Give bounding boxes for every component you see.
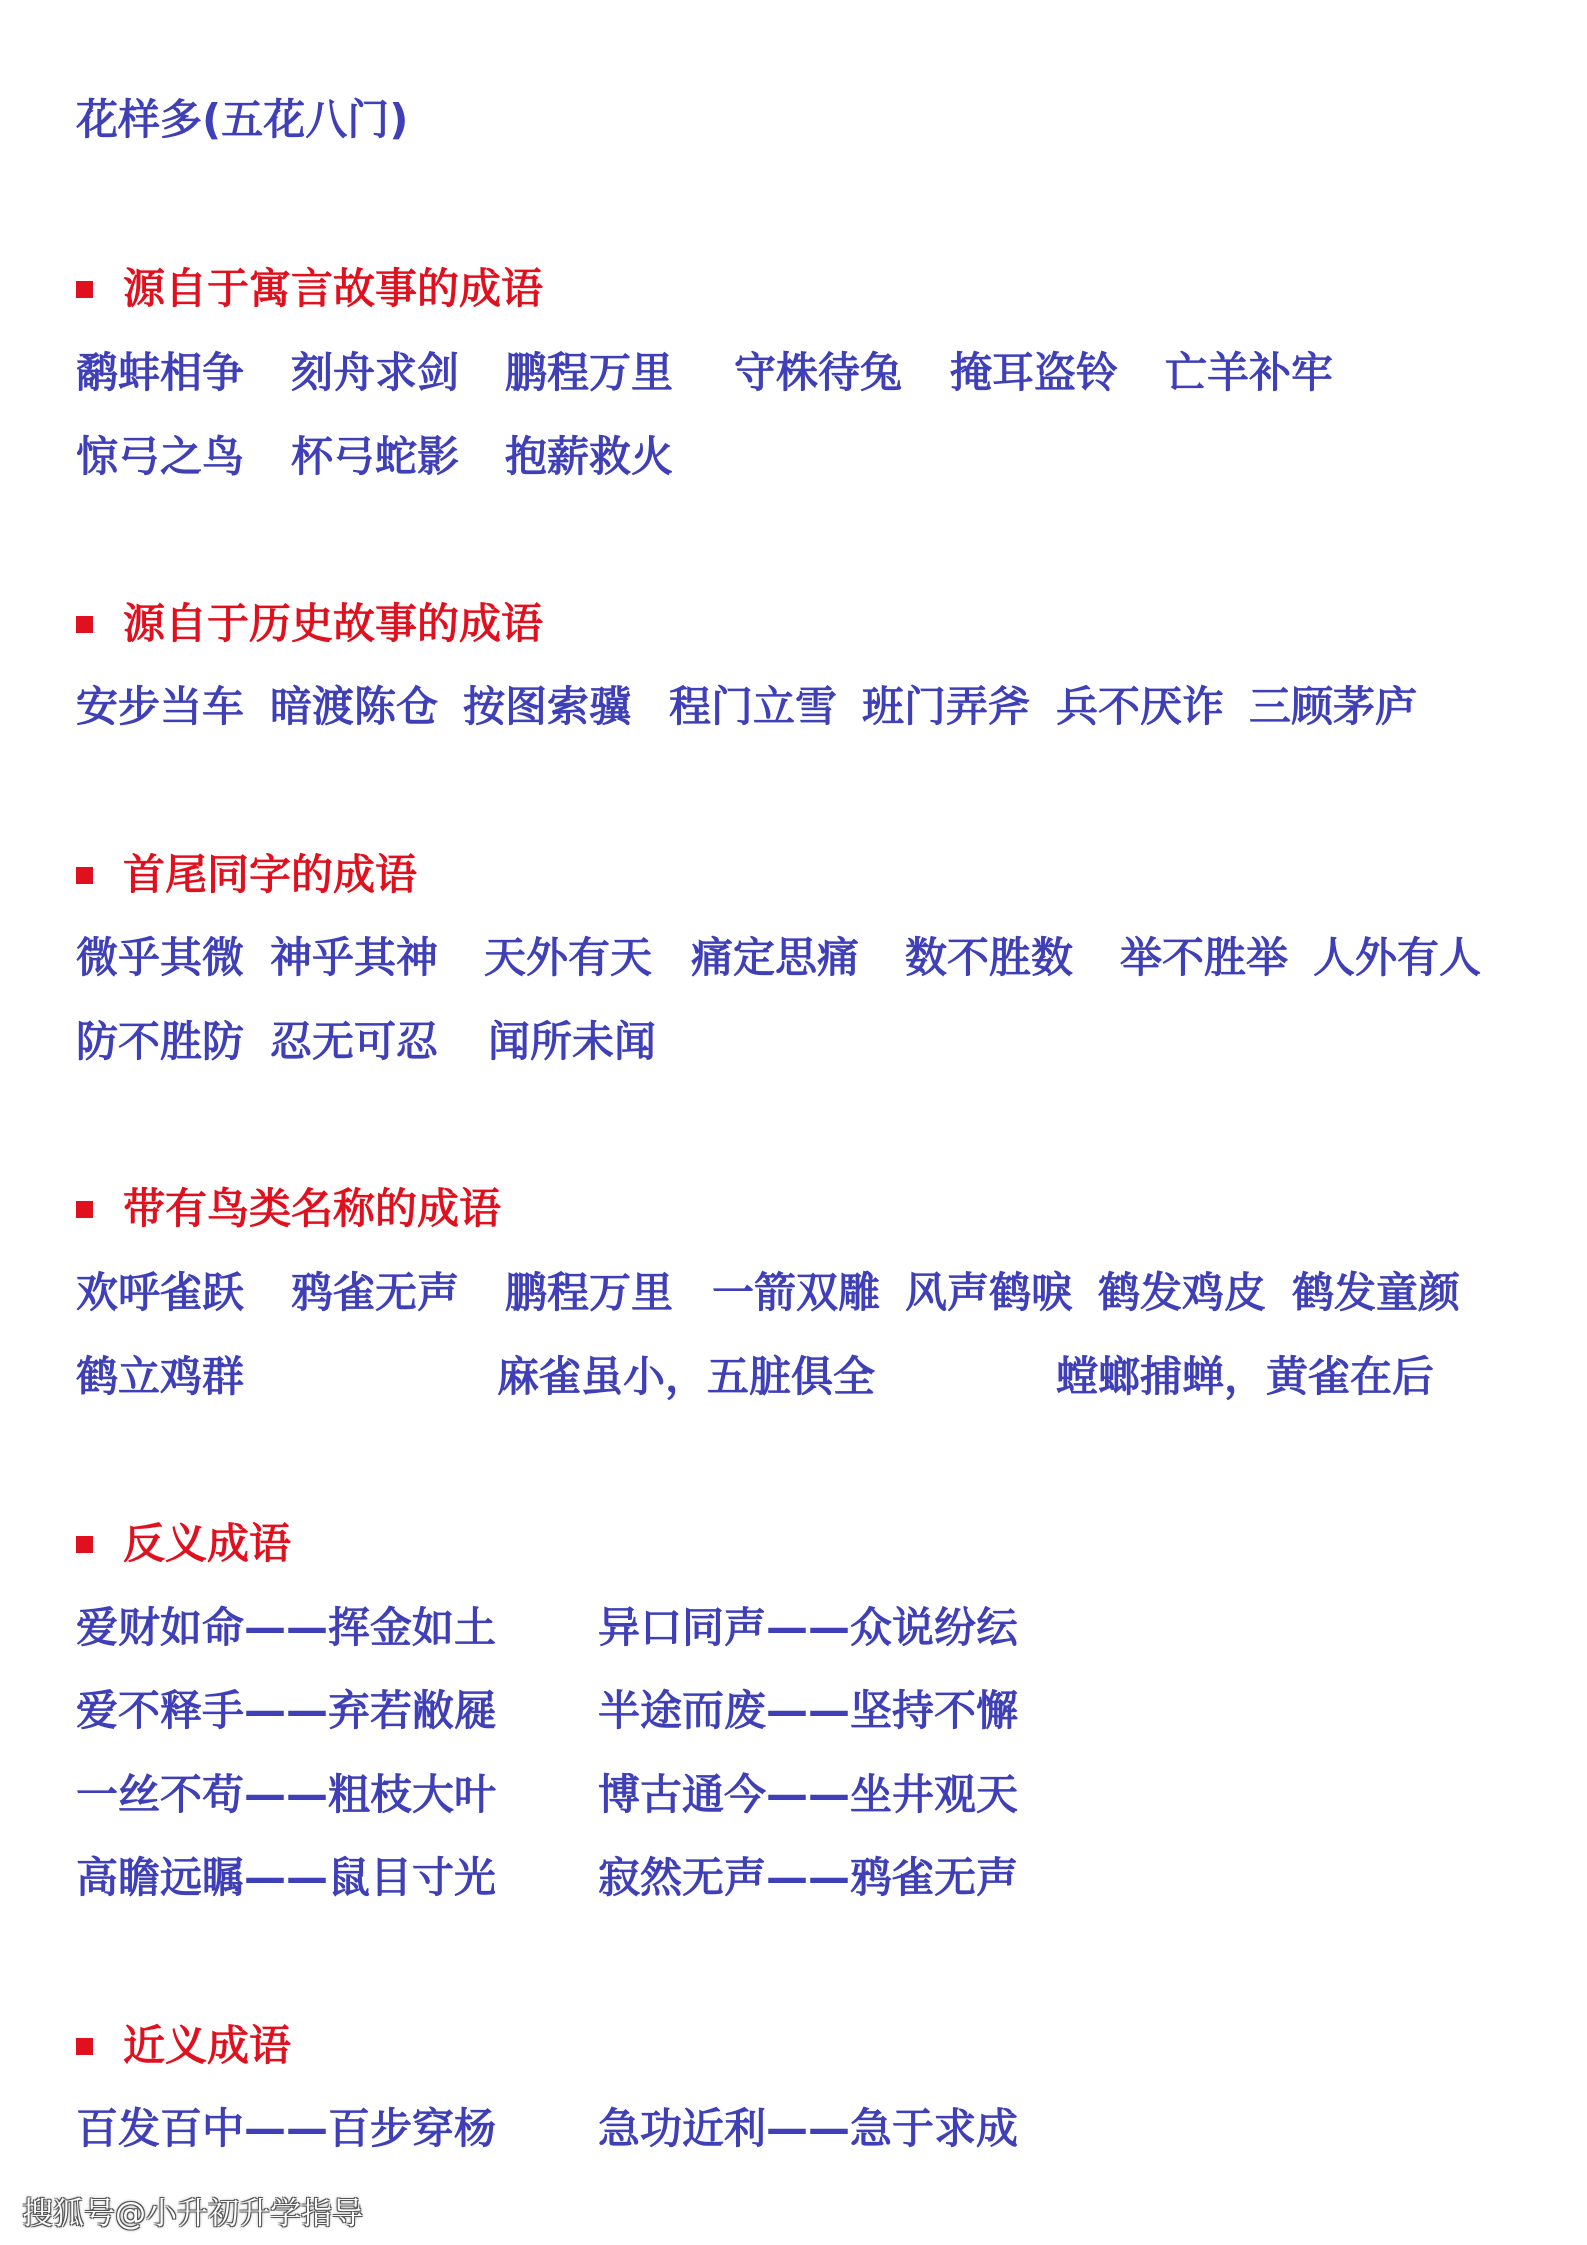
- idiom-item: 麻雀虽小，五脏俱全: [497, 1352, 876, 1401]
- idiom-item: 欢呼雀跃: [76, 1268, 245, 1317]
- idiom-item: 鹤立鸡群: [76, 1352, 245, 1401]
- square-bullet-icon: [76, 2038, 93, 2055]
- idiom-pair: 百发百中——百步穿杨: [76, 2104, 497, 2153]
- idiom-item: 抱薪救火: [505, 432, 674, 481]
- section-heading-label: 源自于寓言故事的成语: [123, 264, 544, 313]
- idiom-item: 刻舟求剑: [291, 348, 460, 397]
- idiom-item: 闻所未闻: [488, 1017, 657, 1066]
- square-bullet-icon: [76, 867, 93, 884]
- square-bullet-icon: [76, 281, 93, 298]
- idiom-item: 兵不厌诈: [1056, 682, 1225, 731]
- section-heading-birds: [76, 1177, 501, 1241]
- section-heading-label: 带有鸟类名称的成语: [123, 1184, 502, 1233]
- page-title: 花样多(五花八门): [76, 95, 409, 144]
- idiom-item: 数不胜数: [905, 933, 1074, 982]
- idiom-pair: 异口同声——众说纷纭: [598, 1603, 1019, 1652]
- idiom-item: 举不胜举: [1120, 933, 1289, 982]
- idiom-item: 亡羊补牢: [1165, 348, 1334, 397]
- idiom-item: 杯弓蛇影: [291, 432, 460, 481]
- idiom-item: 鹏程万里: [505, 348, 674, 397]
- idiom-pair: 高瞻远瞩——鼠目寸光: [76, 1853, 497, 1902]
- section-heading-fable: [76, 257, 543, 321]
- idiom-item: 微乎其微: [76, 933, 245, 982]
- idiom-pair: 一丝不苟——粗枝大叶: [76, 1770, 497, 1819]
- idiom-item: 安步当车: [76, 682, 245, 731]
- idiom-pair: 爱不释手——弃若敝屣: [76, 1686, 497, 1735]
- idiom-item: 程门立雪: [669, 682, 838, 731]
- section-heading-history: [76, 592, 543, 656]
- idiom-item: 螳螂捕蝉，黄雀在后: [1056, 1352, 1435, 1401]
- idiom-item: 人外有人: [1313, 933, 1482, 982]
- idiom-item: 天外有天: [484, 933, 653, 982]
- idiom-item: 鸦雀无声: [291, 1268, 460, 1317]
- idiom-item: 班门弄斧: [862, 682, 1031, 731]
- idiom-pair: 寂然无声——鸦雀无声: [598, 1853, 1019, 1902]
- idiom-item: 惊弓之鸟: [76, 432, 245, 481]
- idiom-item: 守株待兔: [734, 348, 903, 397]
- watermark: 搜狐号@小升初升学指导: [22, 2196, 363, 2232]
- idiom-item: 鹏程万里: [505, 1268, 674, 1317]
- section-heading-synonyms: [76, 2014, 291, 2078]
- idiom-pair: 爱财如命——挥金如土: [76, 1603, 497, 1652]
- idiom-item: 痛定思痛: [691, 933, 860, 982]
- square-bullet-icon: [76, 616, 93, 633]
- section-heading-label: 近义成语: [123, 2021, 292, 2070]
- idiom-item: 暗渡陈仓: [270, 682, 439, 731]
- idiom-item: 风声鹤唳: [905, 1268, 1074, 1317]
- section-heading-label: 反义成语: [123, 1519, 292, 1568]
- idiom-pair: 博古通今——坐井观天: [598, 1770, 1019, 1819]
- idiom-item: 鹬蚌相争: [76, 348, 245, 397]
- idiom-pair: 半途而废——坚持不懈: [598, 1686, 1019, 1735]
- section-heading-label: 源自于历史故事的成语: [123, 599, 544, 648]
- idiom-item: 鹤发鸡皮: [1098, 1268, 1267, 1317]
- idiom-item: 掩耳盗铃: [950, 348, 1119, 397]
- square-bullet-icon: [76, 1201, 93, 1218]
- idiom-item: 一箭双雕: [712, 1268, 881, 1317]
- idiom-item: 忍无可忍: [270, 1017, 439, 1066]
- idiom-item: 防不胜防: [76, 1017, 245, 1066]
- section-heading-label: 首尾同字的成语: [123, 850, 418, 899]
- section-heading-same-char: [76, 843, 417, 907]
- idiom-item: 鹤发童颜: [1292, 1268, 1461, 1317]
- square-bullet-icon: [76, 1536, 93, 1553]
- idiom-item: 按图索骥: [463, 682, 632, 731]
- idiom-item: 神乎其神: [270, 933, 439, 982]
- section-heading-antonyms: [76, 1512, 291, 1576]
- idiom-item: 三顾茅庐: [1249, 682, 1418, 731]
- idiom-pair: 急功近利——急于求成: [598, 2104, 1019, 2153]
